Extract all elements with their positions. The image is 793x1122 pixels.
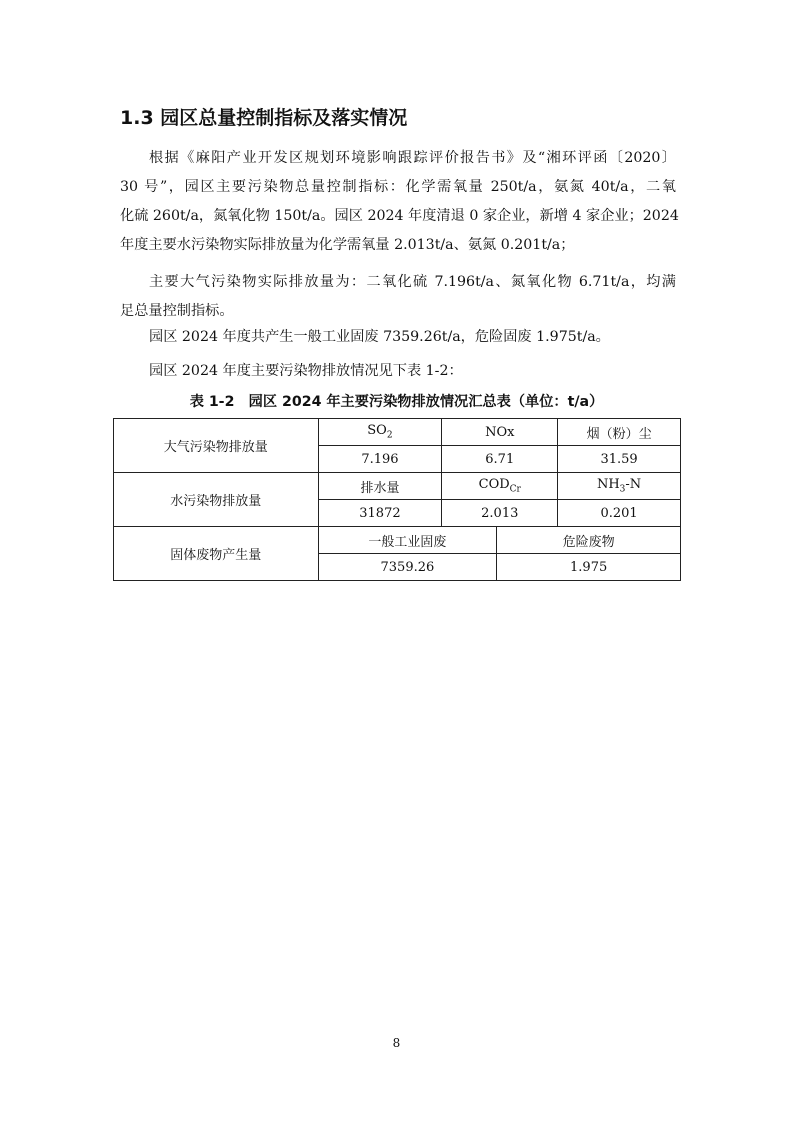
emissions-summary-table (113, 418, 681, 581)
paragraph-line: 30 号”，园区主要污染物总量控制指标：化学需氧量 250t/a，氨氮 40t/a，二氧 (120, 179, 676, 195)
paragraph-line: 根据《麻阳产业开发区规划环境影响跟踪评价报告书》及“湘环评函〔2020〕 (149, 150, 676, 166)
so2-text: SO (367, 423, 387, 439)
general-waste-header: 一般工业固废 (318, 527, 497, 554)
cod-value: 2.013 (442, 500, 558, 527)
general-waste-value: 7359.26 (318, 554, 497, 581)
paragraph-solid-waste (120, 323, 676, 352)
paragraph-line: 化硫 260t/a，氮氧化物 150t/a。园区 2024 年度清退 0 家企业，新增 4 家企业；2024 (120, 208, 679, 224)
nh3-subscript: 3 (619, 484, 626, 495)
page-number: 8 (392, 1036, 401, 1050)
discharge-value: 31872 (318, 500, 442, 527)
nh3-suffix: -N (625, 477, 642, 493)
paragraph-total-control-targets (120, 144, 679, 260)
cod-subscript: Cr (509, 484, 521, 495)
air-emissions-label: 大气污染物排放量 (114, 419, 319, 473)
cod-header (442, 473, 558, 500)
paragraph-table-reference (120, 357, 676, 386)
cod-text: COD (478, 477, 510, 493)
solid-waste-label: 固体废物产生量 (114, 527, 319, 581)
section-heading: 1.3 园区总量控制指标及落实情况 (120, 107, 408, 129)
paragraph-line: 主要大气污染物实际排放量为：二氧化硫 7.196t/a、氮氧化物 6.71t/a，均满 (149, 274, 676, 290)
nox-value: 6.71 (442, 446, 558, 473)
paragraph-line: 年度主要水污染物实际排放量为化学需氧量 2.013t/a、氨氮 0.201t/a； (120, 237, 575, 253)
so2-header (318, 419, 442, 446)
paragraph-air-emissions (120, 268, 676, 326)
hazardous-waste-header: 危险废物 (497, 527, 681, 554)
hazardous-waste-value: 1.975 (497, 554, 681, 581)
nh3n-header (558, 473, 681, 500)
nh3-text: NH (596, 477, 620, 493)
table-row (114, 527, 681, 554)
so2-value: 7.196 (318, 446, 442, 473)
so2-subscript: 2 (386, 430, 393, 441)
nox-header: NOx (442, 419, 558, 446)
table-row (114, 419, 681, 446)
table-row (114, 473, 681, 500)
water-emissions-label: 水污染物排放量 (114, 473, 319, 527)
paragraph-line: 园区 2024 年度主要污染物排放情况见下表 1-2： (149, 363, 463, 379)
table-caption: 表 1-2 园区 2024 年主要污染物排放情况汇总表（单位：t/a） (189, 394, 604, 410)
paragraph-line: 园区 2024 年度共产生一般工业固废 7359.26t/a，危险固废 1.975t/a。 (149, 329, 610, 345)
nh3n-value: 0.201 (558, 500, 681, 527)
paragraph-line: 足总量控制指标。 (120, 303, 234, 319)
dust-value: 31.59 (558, 446, 681, 473)
dust-header: 烟（粉）尘 (558, 419, 681, 446)
discharge-header: 排水量 (318, 473, 442, 500)
